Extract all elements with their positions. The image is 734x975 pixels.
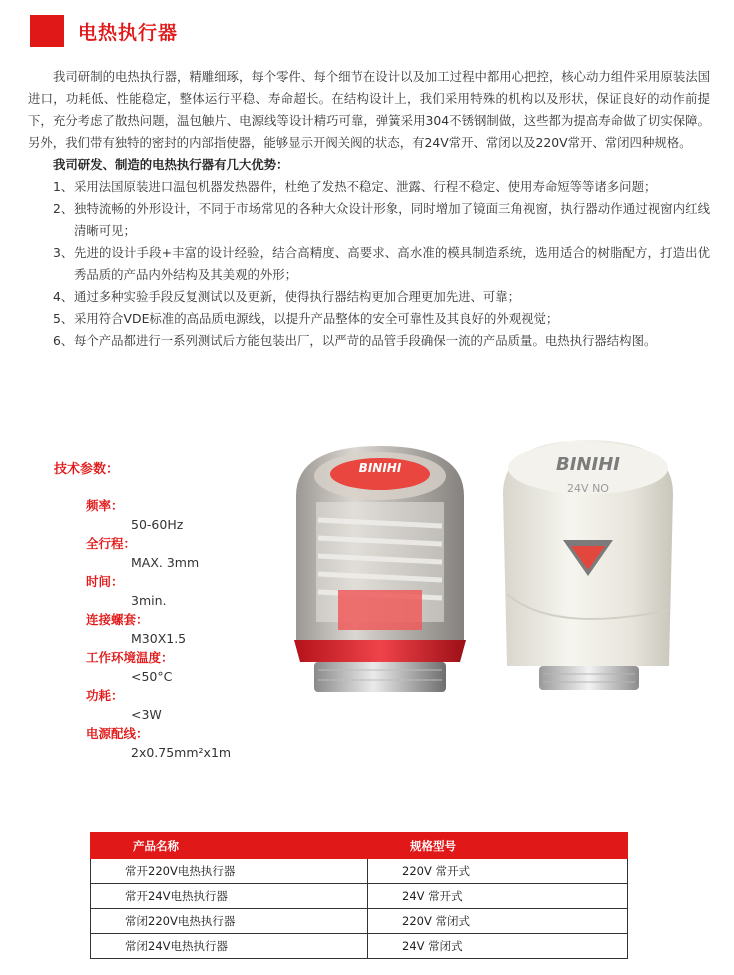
advantage-text: 采用符合VDE标准的高品质电源线，以提升产品整体的安全可靠性及其良好的外观视觉； [74, 311, 559, 326]
advantage-item [28, 198, 710, 242]
spec-value: 50-60Hz [131, 517, 184, 532]
spec-label: 电源配线： [86, 726, 149, 741]
spec-item [86, 496, 274, 534]
cell-product-name: 常闭24V电热执行器 [91, 934, 368, 959]
advantage-item [28, 286, 710, 308]
advantage-text: 采用法国原装进口温包机器发热器件，杜绝了发热不稳定、泄露、行程不稳定、使用寿命短等等诸多问题； [74, 179, 657, 194]
advantage-text: 每个产品都进行一系列测试后方能包装出厂，以严苛的品管手段确保一流的产品质量。电热执行器结构图。 [74, 333, 657, 348]
spec-value: <50°C [131, 669, 173, 684]
advantage-number: 6、 [53, 333, 74, 348]
advantages-heading: 我司研发、制造的电热执行器有几大优势： [53, 157, 289, 172]
table-row [91, 884, 628, 909]
cell-product-name: 常闭220V电热执行器 [91, 909, 368, 934]
header-model: 规格型号 [368, 833, 628, 859]
table-row [91, 909, 628, 934]
cell-model: 220V 常开式 [368, 859, 628, 884]
advantage-number: 3、 [53, 245, 74, 260]
spec-value: <3W [131, 707, 162, 722]
spec-value: M30X1.5 [131, 631, 187, 646]
advantage-number: 4、 [53, 289, 74, 304]
spec-value: 2x0.75mm²x1m [131, 745, 232, 760]
intro-paragraph: 我司研制的电热执行器，精雕细琢，每个零件、每个细节在设计以及加工过程中都用心把控，核心动力组件采用原装法国进口，功耗低、性能稳定，整体运行平稳、寿命超长。在结构设计上，我们采用特殊的机构以及形状，保证良好的动作前提下，充分考虑了散热问题，温包触片、电源线等设计精巧可靠，弹簧采用304不锈钢制做，这些都为提高寿命做了切实保障。另外，我们带有独特的密封的内部指使器，能够显示开阀关阀的状态，有24V常开、常闭以及220V常开、常闭四种规格。 [28, 69, 710, 150]
spec-item [86, 572, 274, 610]
table-row [91, 934, 628, 959]
spec-label: 连接螺套： [86, 612, 149, 627]
spec-list [86, 496, 274, 762]
advantage-item [28, 308, 710, 330]
header-product-name: 产品名称 [91, 833, 368, 859]
spec-item [86, 610, 274, 648]
spec-value: MAX. 3mm [131, 555, 200, 570]
advantage-item [28, 242, 710, 286]
advantages-list [28, 176, 710, 352]
advantage-number: 1、 [53, 179, 74, 194]
spec-label: 全行程： [86, 536, 137, 551]
white-actuator-image [493, 434, 683, 696]
white-actuator-label: 24V NO [567, 482, 609, 495]
table-header-row [91, 833, 628, 859]
page-title: 电热执行器 [78, 21, 179, 44]
table-row [91, 859, 628, 884]
spec-label: 工作环境温度： [86, 650, 174, 665]
tech-specs [54, 458, 274, 762]
spec-label: 频率： [86, 498, 124, 513]
description-section [28, 66, 710, 352]
cell-model: 220V 常闭式 [368, 909, 628, 934]
clear-actuator-image [288, 440, 472, 698]
cell-product-name: 常开24V电热执行器 [91, 884, 368, 909]
spec-label: 时间： [86, 574, 124, 589]
cell-model: 24V 常闭式 [368, 934, 628, 959]
product-model-table [90, 832, 628, 959]
advantage-text: 先进的设计手段+丰富的设计经验，结合高精度、高要求、高水准的模具制造系统，选用适合的树脂配方，打造出优秀品质的产品内外结构及其美观的外形； [74, 245, 710, 282]
specs-heading: 技术参数： [54, 462, 120, 477]
advantage-text: 独特流畅的外形设计，不同于市场常见的各种大众设计形象，同时增加了镜面三角视窗，执行器动作通过视窗内红线清晰可见； [74, 201, 710, 238]
spec-item [86, 724, 274, 762]
spec-item [86, 534, 274, 572]
page-header [30, 14, 178, 48]
title-marker [30, 15, 64, 47]
cell-model: 24V 常开式 [368, 884, 628, 909]
spec-label: 功耗： [86, 688, 124, 703]
advantage-number: 5、 [53, 311, 74, 326]
spec-item [86, 686, 274, 724]
advantage-number: 2、 [53, 201, 74, 216]
clear-actuator-brand: BINIHI [358, 461, 402, 475]
white-actuator-brand: BINIHI [556, 454, 620, 475]
advantage-text: 通过多种实验手段反复测试以及更新，使得执行器结构更加合理更加先进、可靠； [74, 289, 521, 304]
spec-item [86, 648, 274, 686]
cell-product-name: 常开220V电热执行器 [91, 859, 368, 884]
advantage-item [28, 176, 710, 198]
advantage-item [28, 330, 710, 352]
spec-value: 3min. [131, 593, 167, 608]
